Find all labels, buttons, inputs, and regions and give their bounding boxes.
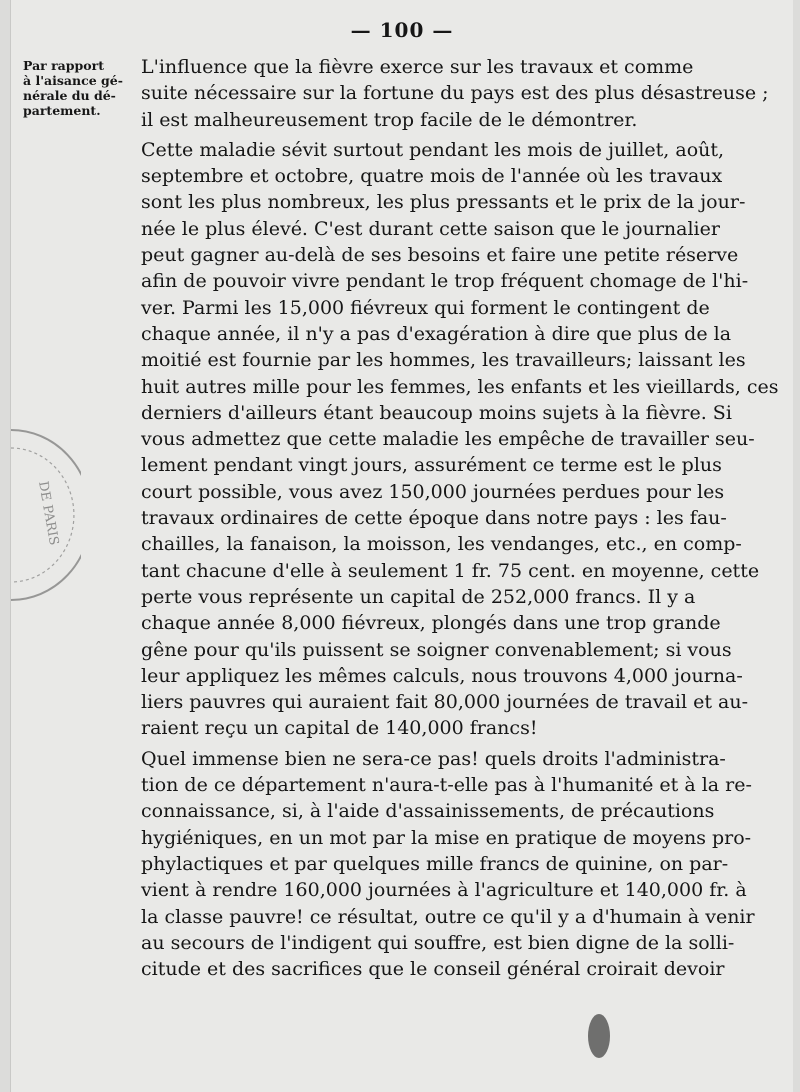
text-line: il est malheureusement trop facile de le démontrer. <box>141 108 638 131</box>
text-line: vous admettez que cette maladie les empêche de travailler seu- <box>141 428 755 451</box>
text-line: court possible, vous avez 150,000 journées perdues pour les <box>141 480 725 503</box>
svg-text:DE PARIS: DE PARIS <box>35 480 62 547</box>
text-line: septembre et octobre, quatre mois de l'année où les travaux <box>141 165 723 188</box>
text-line: L'influence que la fièvre exerce sur les travaux et comme <box>141 56 694 78</box>
text-line: phylactiques et par quelques mille francs de quinine, on par- <box>141 852 729 875</box>
ink-smudge <box>579 1008 619 1064</box>
paragraph <box>117 54 769 133</box>
text-line: Cette maladie sévit surtout pendant les mois de juillet, août, <box>141 138 725 161</box>
text-line: chailles, la fanaison, la moisson, les vendanges, etc., en comp- <box>141 533 742 556</box>
text-line: leur appliquez les mêmes calculs, nous trouvons 4,000 journa- <box>141 664 743 687</box>
text-line: lement pendant vingt jours, assurément ce terme est le plus <box>141 454 722 477</box>
text-line: au secours de l'indigent qui souffre, est bien digne de la solli- <box>141 931 735 954</box>
text-line: citude et des sacrifices que le conseil général croirait devoir <box>141 958 725 981</box>
page-number: — 100 — <box>350 18 454 42</box>
text-line: suite nécessaire sur la fortune du pays est des plus désastreuse ; <box>141 82 769 105</box>
text-line: la classe pauvre! ce résultat, outre ce qu'il y a d'humain à venir <box>141 905 755 928</box>
text-line: hygiéniques, en un mot par la mise en pratique de moyens pro- <box>141 826 752 849</box>
book-page <box>10 0 793 1092</box>
text-line: ver. Parmi les 15,000 fiévreux qui forment le contingent de <box>141 296 710 319</box>
text-line: peut gagner au-delà de ses besoins et faire une petite réserve <box>141 244 739 267</box>
text-line: chaque année, il n'y a pas d'exagération à dire que plus de la <box>141 322 732 345</box>
text-line: vient à rendre 160,000 journées à l'agriculture et 140,000 fr. à <box>141 879 747 902</box>
text-line: chaque année 8,000 fiévreux, plongés dans une trop grande <box>141 612 721 635</box>
text-line: tant chacune d'elle à seulement 1 fr. 75 cent. en moyenne, cette <box>141 559 760 582</box>
text-line: raient reçu un capital de 140,000 francs! <box>141 717 538 740</box>
text-line: née le plus élevé. C'est durant cette saison que le journalier <box>141 217 720 240</box>
text-line: tion de ce département n'aura-t-elle pas à l'humanité et à la re- <box>141 774 752 797</box>
text-line: moitié est fournie par les hommes, les travailleurs; laissant les <box>141 349 746 372</box>
text-line: liers pauvres qui auraient fait 80,000 journées de travail et au- <box>141 691 749 714</box>
margin-note-line: nérale du dé- <box>23 88 116 103</box>
text-line: afin de pouvoir vivre pendant le trop fréquent chomage de l'hi- <box>141 270 749 293</box>
margin-note-line: Par rapport <box>23 58 104 73</box>
text-line: travaux ordinaires de cette époque dans notre pays : les fau- <box>141 507 727 530</box>
margin-note <box>23 58 123 118</box>
margin-note-line: partement. <box>23 103 101 118</box>
body-text <box>117 54 779 986</box>
library-stamp <box>1 420 81 610</box>
text-line: gêne pour qu'ils puissent se soigner convenablement; si vous <box>141 638 732 661</box>
text-line: perte vous représente un capital de 252,000 francs. Il y a <box>141 585 696 608</box>
text-line: derniers d'ailleurs étant beaucoup moins sujets à la fièvre. Si <box>141 401 732 424</box>
text-line: connaissance, si, à l'aide d'assainissements, de précautions <box>141 800 715 823</box>
text-line: sont les plus nombreux, les plus pressants et le prix de la jour- <box>141 191 746 214</box>
paragraph <box>117 746 755 983</box>
paragraph <box>117 137 779 742</box>
margin-note-line: à l'aisance gé- <box>23 73 123 88</box>
text-line: huit autres mille pour les femmes, les enfants et les vieillards, ces <box>141 375 779 398</box>
text-line: Quel immense bien ne sera-ce pas! quels droits l'administra- <box>141 747 726 770</box>
